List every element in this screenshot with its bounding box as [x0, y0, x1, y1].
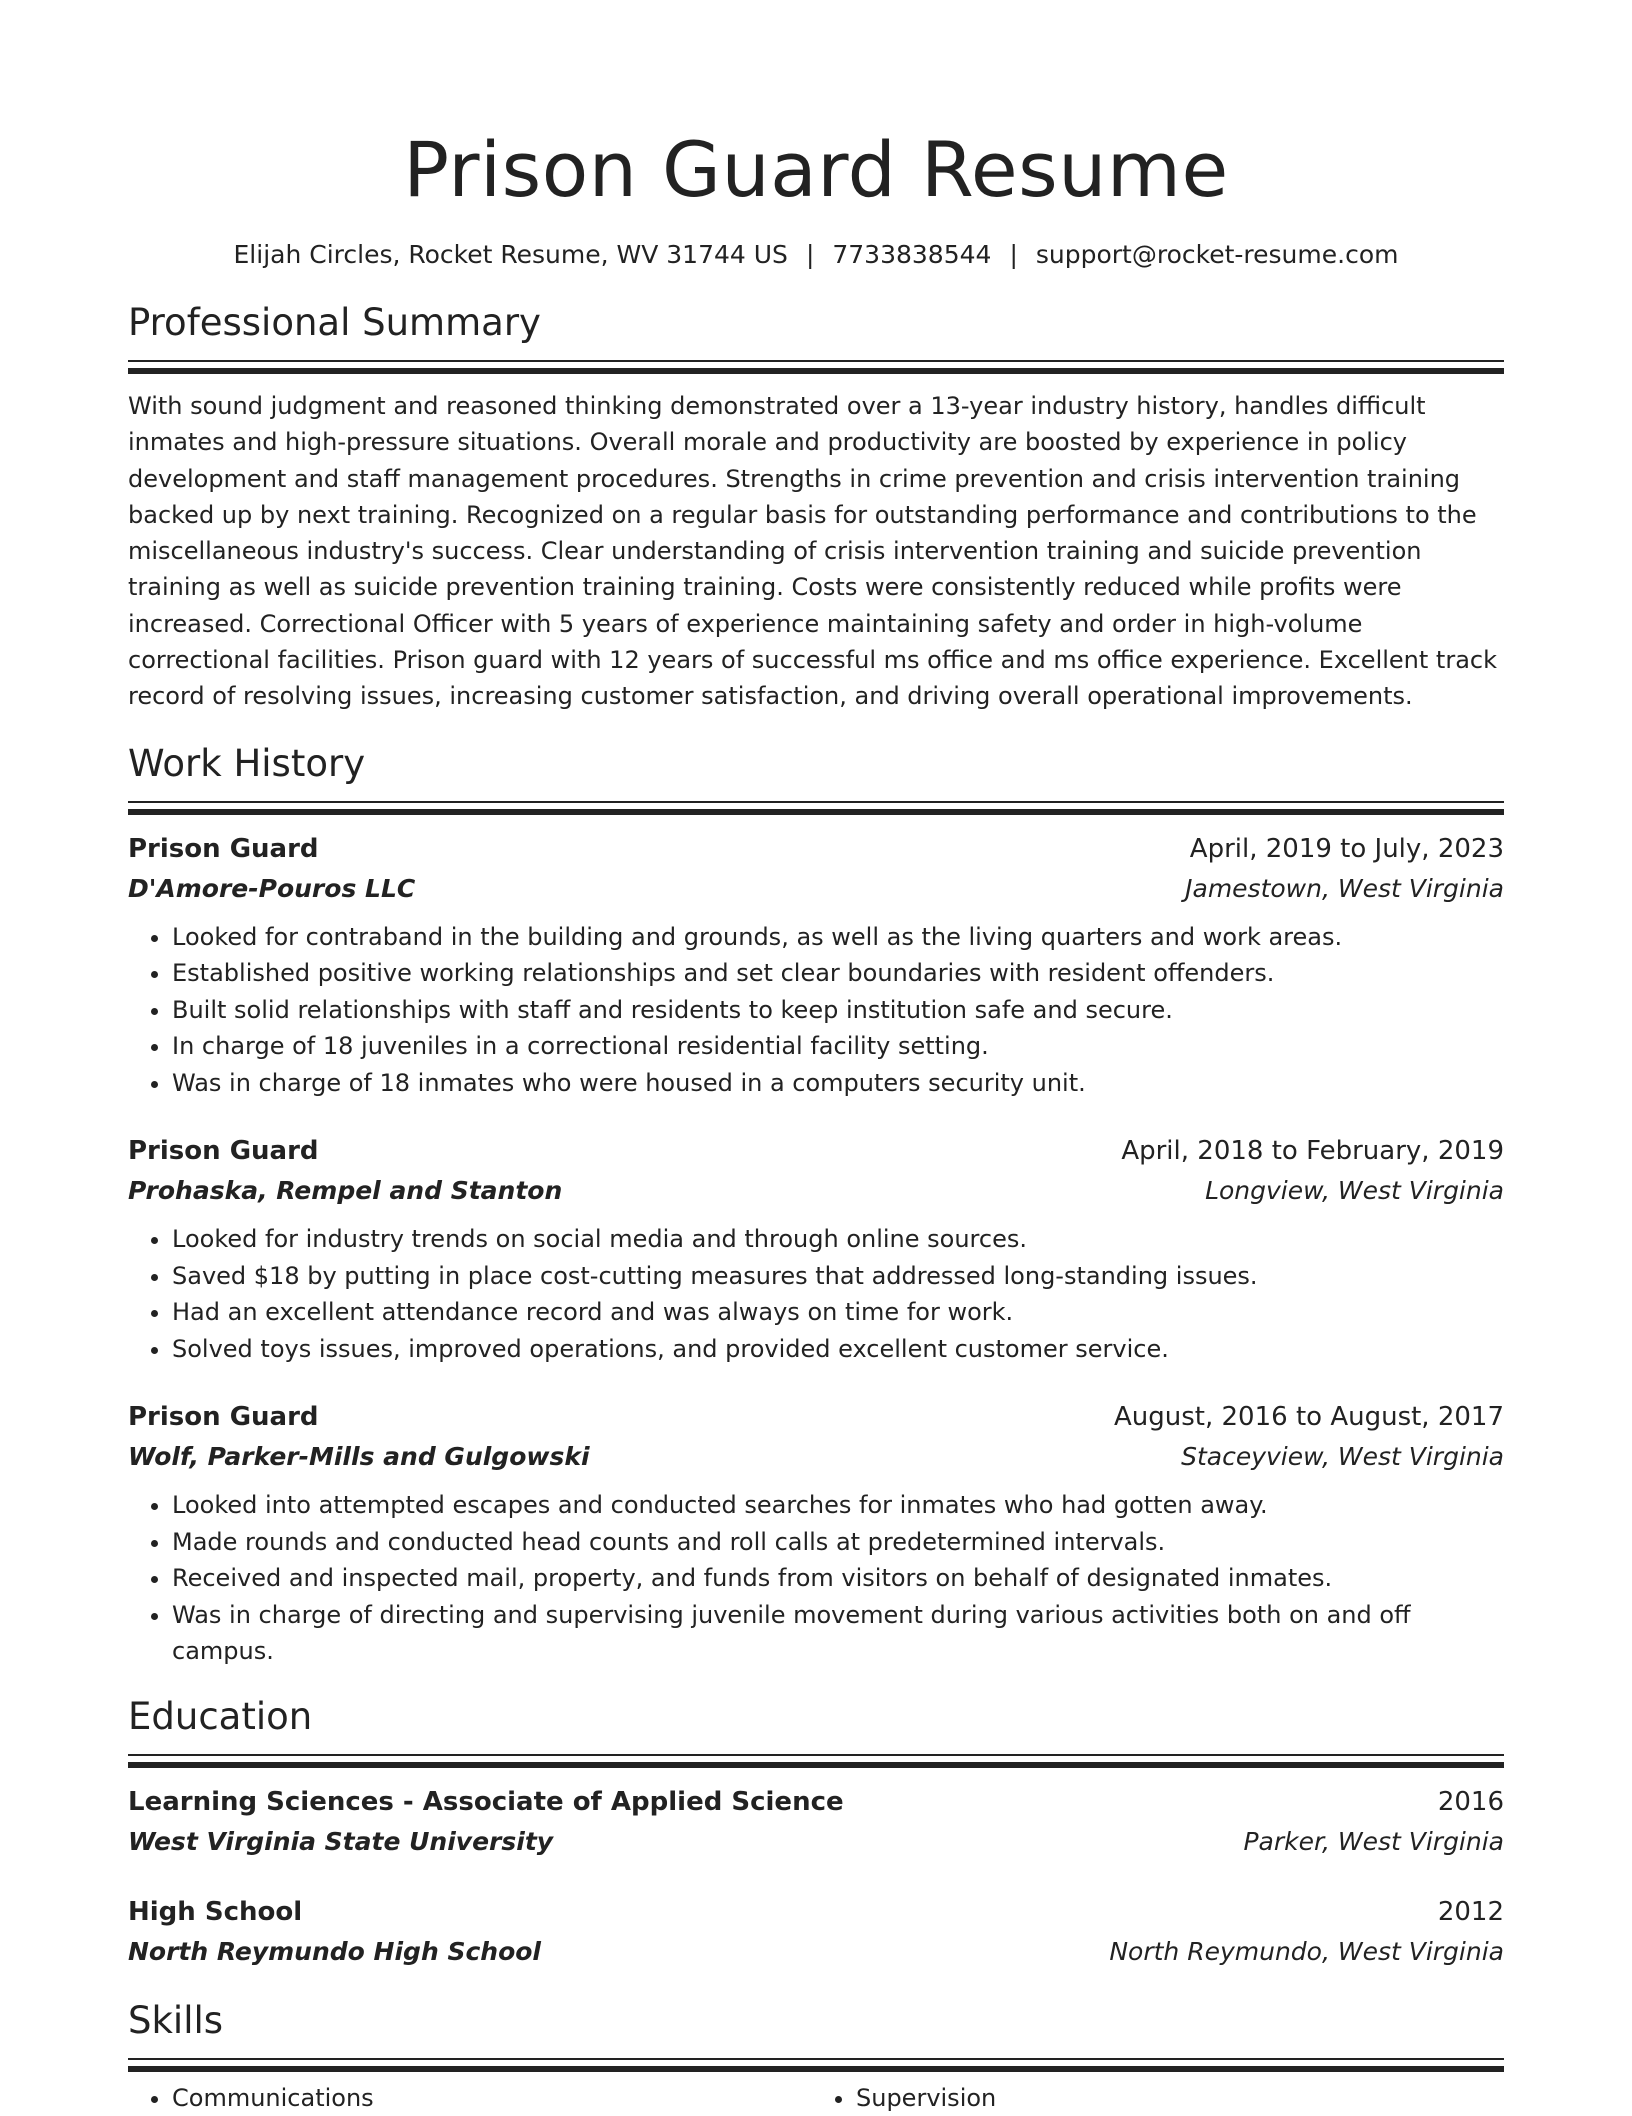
- list-item: • Established positive working relationships and set clear boundaries with resident offenders.: [172, 955, 1504, 992]
- skills-column: [128, 2080, 812, 2116]
- job-title: Prison Guard: [128, 833, 319, 864]
- list-item: • Was in charge of directing and supervising juvenile movement during various activities both on and off campus.: [172, 1597, 1504, 1670]
- section-divider: [128, 360, 1504, 374]
- contact-phone: 7733838544: [832, 240, 992, 269]
- list-item: • Built solid relationships with staff and residents to keep institution safe and secure.: [172, 992, 1504, 1029]
- list-item: • Communications: [172, 2080, 812, 2116]
- education-location: Parker, West Virginia: [1243, 1826, 1504, 1856]
- skills-column: [812, 2080, 1496, 2116]
- education-year: 2016: [1437, 1786, 1504, 1817]
- education-degree: Learning Sciences - Associate of Applied Science: [128, 1786, 844, 1817]
- job-company: Wolf, Parker-Mills and Gulgowski: [128, 1442, 590, 1472]
- section-divider: [128, 801, 1504, 815]
- work-section: [128, 739, 1504, 1670]
- list-item: • Made rounds and conducted head counts and roll calls at predetermined intervals.: [172, 1524, 1504, 1561]
- contact-separator: |: [1009, 240, 1018, 269]
- job-title: Prison Guard: [128, 1136, 319, 1167]
- contact-address: Elijah Circles, Rocket Resume, WV 31744 US: [233, 240, 788, 269]
- job-entry: [128, 1131, 1504, 1367]
- list-item: • Saved $18 by putting in place cost-cutting measures that addressed long-standing issues.: [172, 1258, 1504, 1295]
- job-company: D'Amore-Pouros LLC: [128, 873, 416, 903]
- contact-separator: |: [805, 240, 815, 269]
- list-item: • Looked for contraband in the building and grounds, as well as the living quarters and work areas.: [172, 919, 1504, 956]
- summary-text: With sound judgment and reasoned thinking demonstrated over a 13-year industry history, handles difficult inmates and high-pressure situations. Overall morale and productivity are boosted by experience in policy development and staff management procedures. Strengths in crime prevention and crisis intervention training backed up by next training. Recognized on a regular basis for outstanding performance and contributions to the miscellaneous industry's success. Clear understanding of crisis intervention training and suicide prevention training as well as suicide prevention training training. Costs were consistently reduced while profits were increased. Correctional Officer with 5 years of experience maintaining safety and order in high-volume correctional facilities. Prison guard with 12 years of successful ms office and ms office experience. Excellent track record of resolving issues, increasing customer satisfaction, and driving overall operational improvements.: [128, 392, 1497, 711]
- skills-section: [128, 1996, 1504, 2116]
- education-school: West Virginia State University: [128, 1826, 554, 1856]
- job-entry: [128, 1397, 1504, 1670]
- section-heading-skills: Skills: [128, 1998, 224, 2042]
- summary-section: [128, 298, 1504, 715]
- job-entry: [128, 829, 1504, 1102]
- resume-page: [128, 0, 1504, 2116]
- job-location: Longview, West Virginia: [1205, 1176, 1504, 1206]
- job-company: Prohaska, Rempel and Stanton: [128, 1176, 563, 1206]
- list-item: • Solved toys issues, improved operations, and provided excellent customer service.: [172, 1331, 1504, 1368]
- resume-title: Prison Guard Resume: [403, 125, 1229, 214]
- section-heading-work: Work History: [128, 741, 366, 785]
- job-dates: April, 2019 to July, 2023: [1189, 833, 1504, 864]
- list-item: • In charge of 18 juveniles in a correctional residential facility setting.: [172, 1028, 1504, 1065]
- list-item: • Had an excellent attendance record and was always on time for work.: [172, 1294, 1504, 1331]
- education-section: [128, 1692, 1504, 1972]
- job-bullets: [128, 1221, 1504, 1367]
- section-heading-education: Education: [128, 1694, 313, 1738]
- job-dates: April, 2018 to February, 2019: [1121, 1136, 1504, 1167]
- list-item: • Was in charge of 18 inmates who were housed in a computers security unit.: [172, 1065, 1504, 1102]
- education-location: North Reymundo, West Virginia: [1109, 1936, 1504, 1966]
- list-item: • Received and inspected mail, property, and funds from visitors on behalf of designated inmates.: [172, 1560, 1504, 1597]
- list-item: • Looked for industry trends on social media and through online sources.: [172, 1221, 1504, 1258]
- list-item: • Looked into attempted escapes and conducted searches for inmates who had gotten away.: [172, 1487, 1504, 1524]
- skills-columns: [128, 2072, 1504, 2116]
- job-bullets: [128, 919, 1504, 1102]
- education-entry: [128, 1782, 1504, 1862]
- section-heading-summary: Professional Summary: [128, 301, 541, 344]
- education-year: 2012: [1437, 1896, 1504, 1927]
- contact-line: [128, 238, 1504, 272]
- job-dates: August, 2016 to August, 2017: [1114, 1402, 1504, 1433]
- job-location: Staceyview, West Virginia: [1181, 1442, 1504, 1472]
- job-bullets: [128, 1487, 1504, 1670]
- education-entry: [128, 1892, 1504, 1972]
- section-divider: [128, 2058, 1504, 2072]
- job-title: Prison Guard: [128, 1402, 319, 1433]
- job-location: Jamestown, West Virginia: [1185, 873, 1504, 903]
- education-school: North Reymundo High School: [128, 1936, 541, 1966]
- education-degree: High School: [128, 1896, 303, 1927]
- section-divider: [128, 1754, 1504, 1768]
- list-item: • Supervision: [856, 2080, 1496, 2116]
- contact-email: support@rocket-resume.com: [1035, 240, 1399, 269]
